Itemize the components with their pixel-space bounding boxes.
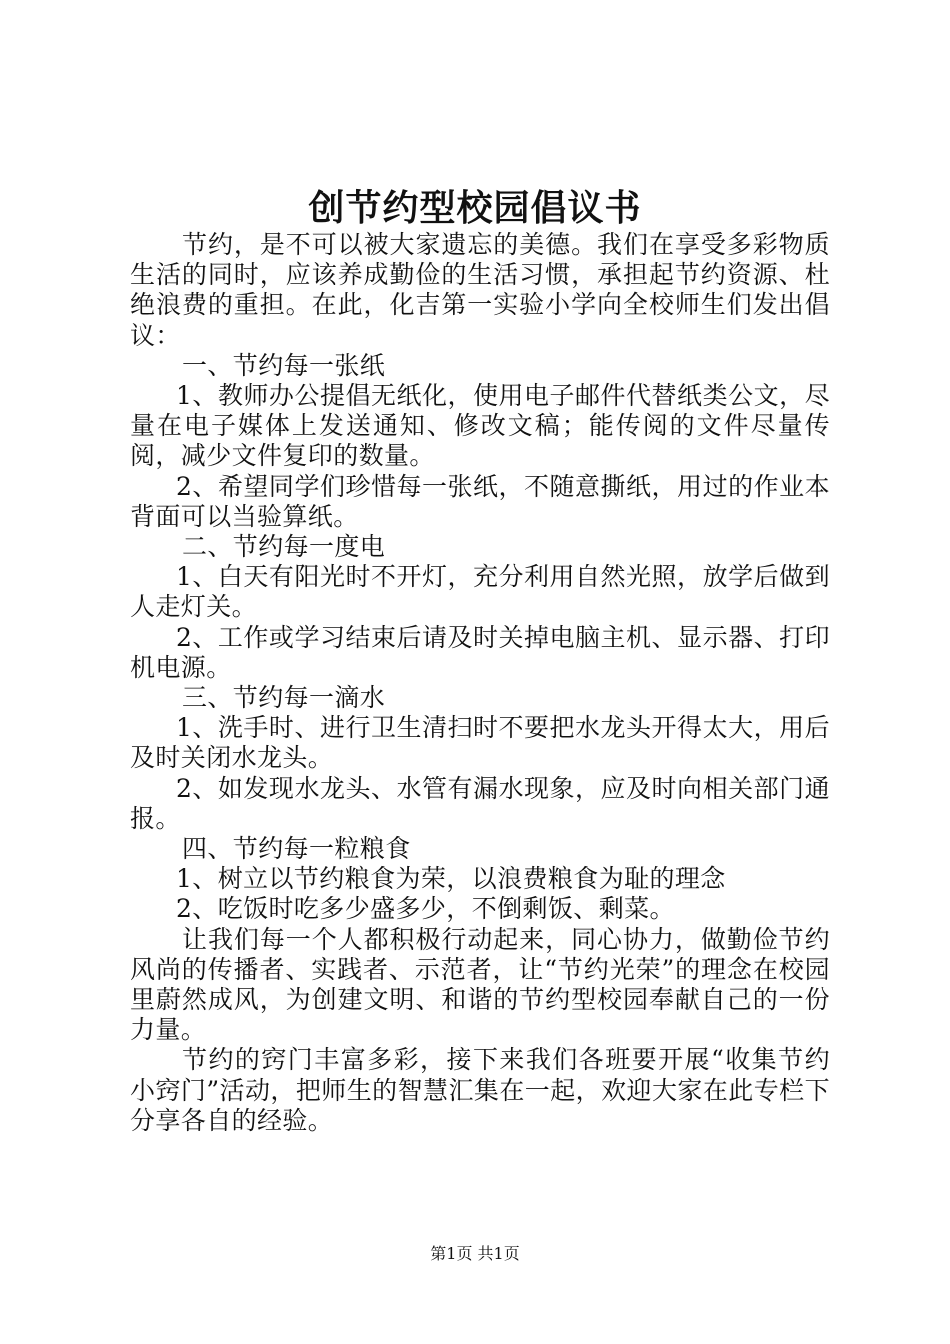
section-heading-paper: 一、节约每一张纸 bbox=[182, 350, 386, 380]
call-to-action-paragraph: 让我们每一个人都积极行动起来，同心协力，做勤俭节约风尚的传播者、实践者、示范者，让“节约光荣”的理念在校园里蔚然成风，为创建文明、和谐的节约型校园奉献自己的一份力量。 bbox=[130, 924, 830, 1045]
page-footer: 第1页 共1页 bbox=[430, 1244, 520, 1263]
electricity-item-1: 1、白天有阳光时不开灯，充分利用自然光照，放学后做到人走灯关。 bbox=[130, 562, 830, 622]
food-item-2: 2、吃饭时吃多少盛多少，不倒剩饭、剩菜。 bbox=[176, 894, 675, 924]
section-heading-food: 四、节约每一粒粮食 bbox=[182, 834, 411, 864]
closing-paragraph: 节约的窍门丰富多彩，接下来我们各班要开展“收集节约小窍门”活动，把师生的智慧汇集在一起，欢迎大家在此专栏下分享各自的经验。 bbox=[130, 1045, 830, 1135]
document-title: 创节约型校园倡议书 bbox=[308, 187, 642, 229]
document-body bbox=[130, 230, 830, 1136]
paper-item-2: 2、希望同学们珍惜每一张纸，不随意撕纸，用过的作业本背面可以当验算纸。 bbox=[130, 471, 830, 531]
water-item-1: 1、洗手时、进行卫生清扫时不要把水龙头开得太大，用后及时关闭水龙头。 bbox=[130, 713, 830, 773]
food-item-1: 1、树立以节约粮食为荣，以浪费粮食为耻的理念 bbox=[176, 864, 726, 894]
water-item-2: 2、如发现水龙头、水管有漏水现象，应及时向相关部门通报。 bbox=[130, 773, 830, 833]
paper-item-1: 1、教师办公提倡无纸化，使用电子邮件代替纸类公文，尽量在电子媒体上发送通知、修改文稿；能传阅的文件尽量传阅，减少文件复印的数量。 bbox=[130, 381, 830, 471]
section-heading-electricity: 二、节约每一度电 bbox=[182, 532, 386, 562]
electricity-item-2: 2、工作或学习结束后请及时关掉电脑主机、显示器、打印机电源。 bbox=[130, 622, 830, 682]
section-heading-water: 三、节约每一滴水 bbox=[182, 683, 386, 713]
intro-paragraph: 节约，是不可以被大家遗忘的美德。我们在享受多彩物质生活的同时，应该养成勤俭的生活习惯，承担起节约资源、杜绝浪费的重担。在此，化吉第一实验小学向全校师生们发出倡议： bbox=[130, 230, 830, 350]
